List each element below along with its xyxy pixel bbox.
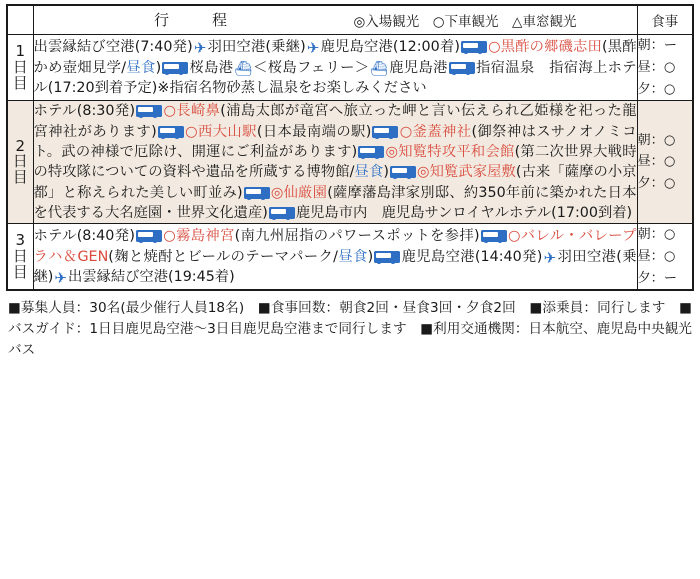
day-row-2 [7, 101, 693, 224]
bus-icon [162, 62, 188, 74]
day-label-2-char-0: 2 [15, 136, 26, 155]
sightseeing-mark: ○ [487, 39, 501, 56]
course-text: (黒酢かめ壺畑見学/ [33, 39, 637, 76]
header-sightseeing-legend: ◎入場観光 ○下車観光 △車窓観光 [353, 13, 577, 30]
day-label-1-char-2: 目 [12, 73, 28, 92]
course-text: (御祭神はスサノオノミコト。武の神様で厄除け、開運にご利益があります) [33, 123, 637, 160]
day-1-course [33, 35, 637, 101]
bus-icon [372, 126, 398, 138]
course-text: 鹿児島港 [388, 59, 448, 76]
spot-name: 釜蓋神社 [412, 123, 472, 140]
header-day-cell [7, 5, 33, 35]
day-label-3 [7, 224, 33, 291]
sightseeing-mark: ◎ [416, 164, 430, 181]
spot-name: 知覧武家屋敷 [429, 164, 516, 181]
course-text: 鹿児島空港(12:00着) [320, 39, 460, 56]
sightseeing-mark: ○ [163, 103, 177, 120]
course-text: 桜島港 [189, 59, 234, 76]
course-text: (日本最南端の駅) [256, 123, 372, 140]
header-meal-label: 食事 [637, 5, 693, 35]
plane-icon: ✈ [54, 268, 67, 287]
course-text: (南九州屈指のパワースポットを参拝) [234, 228, 480, 245]
sightseeing-mark: ○ [507, 228, 521, 245]
day-3-meal-dinner: 夕：ー [637, 270, 678, 286]
header-course-label: 行 程 [153, 11, 241, 29]
day-1-meal-dinner: 夕：○ [637, 81, 676, 97]
sightseeing-mark: ○ [184, 123, 199, 140]
course-text: ホテル(8:30発) [33, 103, 136, 120]
bus-icon [358, 146, 384, 158]
meal-tag: 昼食 [126, 59, 156, 76]
course-text: ) [383, 164, 389, 181]
course-text: (古来「薩摩の小京都」と称えられた美しい町並み) [33, 164, 637, 201]
day-3-meals [637, 224, 693, 291]
day-2-meals [637, 101, 693, 224]
ship-icon: ⛴ [370, 60, 388, 77]
day-1-meal-lunch: 昼：○ [637, 59, 676, 75]
course-text: 羽田空港(乗継) [33, 248, 637, 285]
bus-icon [244, 187, 270, 199]
day-2-course [33, 101, 637, 224]
day-label-2-char-1: 日 [12, 152, 28, 171]
spot-name: バレル・バレープラハ＆GEN [33, 228, 637, 265]
course-text: 羽田空港(乗継) [207, 39, 306, 56]
course-text: (麹と焼酎とビールのテーマパーク/ [108, 248, 338, 265]
day-label-3-char-0: 3 [15, 231, 26, 250]
day-label-1-char-0: 1 [15, 42, 26, 61]
day-2-meal-lunch: 昼：○ [637, 154, 676, 170]
ship-icon: ⛴ [234, 60, 253, 77]
day-row-3 [7, 224, 693, 291]
course-text: (浦島太郎が竜宮へ旅立った岬と言い伝えられ乙姫様を祀った龍宮神社があります) [33, 103, 637, 140]
course-text: ＜桜島フェリー＞ [253, 59, 370, 76]
bus-icon [136, 230, 162, 242]
day-label-3-char-2: 目 [12, 262, 28, 281]
day-3-meal-lunch: 昼：○ [637, 248, 676, 264]
day-1-meal-breakfast: 朝：ー [637, 38, 678, 53]
day-label-1-char-1: 日 [12, 57, 28, 76]
spot-name: 知覧特攻平和会館 [398, 143, 515, 160]
course-text: ) [367, 248, 374, 265]
day-3-course [33, 224, 637, 291]
bus-icon [136, 105, 162, 117]
spot-name: 仙厳園 [283, 184, 328, 201]
itinerary-table [6, 4, 694, 291]
course-text: ホテル(8:40発) [33, 228, 135, 245]
plane-icon: ✈ [193, 39, 207, 58]
plane-icon: ✈ [306, 39, 320, 58]
sightseeing-mark: ◎ [385, 143, 399, 160]
meal-tag: 昼食 [337, 248, 368, 265]
bus-icon [481, 230, 507, 242]
bus-icon [449, 62, 475, 74]
course-text: 出雲縁結び空港(19:45着) [67, 268, 235, 285]
day-2-meal-breakfast: 朝：○ [637, 132, 676, 148]
day-3-meal-breakfast: 朝：○ [637, 227, 676, 243]
course-text: ) [155, 59, 162, 76]
plane-icon: ✈ [543, 248, 557, 267]
day-row-1 [7, 35, 693, 101]
bus-icon [269, 207, 295, 219]
header-course-cell [33, 5, 637, 35]
day-label-3-char-1: 日 [12, 246, 28, 265]
day-label-2-char-2: 目 [12, 168, 28, 187]
day-1-meals [637, 35, 693, 101]
bus-icon [374, 251, 400, 263]
course-text: 鹿児島空港(14:40発) [401, 248, 543, 265]
bus-icon [461, 41, 487, 53]
table-header-row [7, 5, 693, 35]
tour-conditions-note: ■募集人員：30名(最少催行人員18名) ■食事回数：朝食2回・昼食3回・夕食2回 ■添乗員：同行します ■バスガイド：1日目鹿児島空港～3日目鹿児島空港まで同行します ■利用交通機関：日本航空、鹿児島中央観光バス [8, 300, 692, 358]
spot-name: 長崎鼻 [176, 103, 221, 120]
sightseeing-mark: ○ [162, 228, 177, 245]
bus-icon [390, 166, 416, 178]
spot-name: 西大山駅 [198, 123, 257, 140]
spot-name: 霧島神宮 [176, 228, 235, 245]
course-text: 鹿児島市内 鹿児島サンロイヤルホテル(17:00到着) [295, 204, 633, 221]
course-text: 出雲縁結び空港(7:40発) [33, 39, 193, 56]
day-label-2 [7, 101, 33, 224]
course-text: 指宿温泉 指宿海上ホテル(17:20到着予定)※指宿名物砂蒸し温泉をお楽しみください [33, 59, 637, 96]
bus-icon [158, 126, 184, 138]
course-text: (薩摩藩島津家別邸、約350年前に築かれた日本を代表する大名庭園・世界文化遺産) [33, 184, 637, 221]
meal-tag: 昼食 [354, 164, 384, 181]
day-2-meal-dinner: 夕：○ [637, 176, 676, 192]
course-text: (第二次世界大戦時の特攻隊についての資料や遺品を所蔵する博物館/ [33, 143, 637, 181]
spot-name: 黒酢の郷磯志田 [500, 39, 602, 56]
day-label-1 [7, 35, 33, 101]
sightseeing-mark: ◎ [270, 184, 284, 201]
sightseeing-mark: ○ [399, 123, 413, 140]
